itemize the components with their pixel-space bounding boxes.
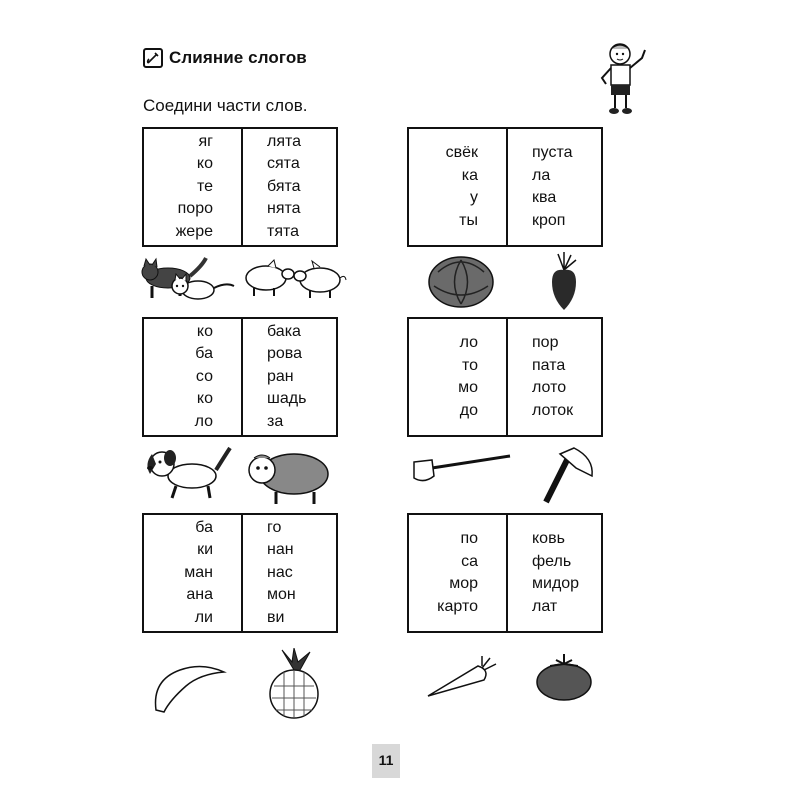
syllable: лоток xyxy=(532,401,574,419)
syllable: нан xyxy=(267,541,294,559)
tomato-icon xyxy=(534,652,594,702)
exercise-grid-4 xyxy=(407,317,603,437)
syllables-left xyxy=(409,129,508,245)
syllable: по xyxy=(460,530,478,547)
syllable: рова xyxy=(267,345,303,363)
syllable: фель xyxy=(532,552,572,570)
section-title: Слияние слогов xyxy=(169,48,307,67)
syllable: нята xyxy=(267,200,301,218)
syllable: до xyxy=(459,401,478,419)
syllables-right xyxy=(508,515,601,631)
cabbage-icon xyxy=(426,252,496,310)
page-number: 11 xyxy=(372,744,400,778)
carrot-icon xyxy=(424,656,500,702)
exercise-grid-1 xyxy=(142,127,338,247)
boy-waving-icon xyxy=(596,40,652,116)
syllable: го xyxy=(267,518,282,536)
syllable: ана xyxy=(186,586,213,604)
syllable: са xyxy=(461,552,478,570)
syllable: ран xyxy=(267,367,294,385)
syllable: лат xyxy=(532,597,558,615)
syllable: мон xyxy=(267,586,296,604)
syllables-left xyxy=(409,515,508,631)
syllable: лото xyxy=(532,379,567,396)
syllable: пор xyxy=(532,334,559,351)
syllable: ба xyxy=(195,518,213,536)
syllable: ква xyxy=(532,189,557,206)
sheep-icon xyxy=(240,446,332,506)
syllable: ковь xyxy=(532,530,565,547)
syllable: бака xyxy=(267,322,301,340)
syllable: пуста xyxy=(532,144,573,161)
syllable: ли xyxy=(194,608,213,626)
axe-icon xyxy=(538,446,598,506)
syllable: лята xyxy=(267,132,302,150)
syllable: яг xyxy=(198,132,213,150)
syllable: ба xyxy=(195,345,213,363)
syllable: ло xyxy=(194,412,213,430)
syllable: со xyxy=(195,367,213,385)
syllables-right xyxy=(243,129,336,245)
syllables-right xyxy=(508,129,601,245)
syllable: кроп xyxy=(532,211,566,229)
syllables-right xyxy=(243,319,336,435)
cat-and-kitten-icon xyxy=(140,256,238,306)
syllable: ка xyxy=(461,166,478,184)
syllable: ты xyxy=(459,211,478,229)
syllable: шадь xyxy=(267,390,307,408)
syllables-left xyxy=(144,319,243,435)
piglets-icon xyxy=(240,258,350,300)
syllable: ла xyxy=(532,166,551,184)
syllable: тята xyxy=(267,222,300,240)
syllable: у xyxy=(470,189,478,206)
instruction-text: Соедини части слов. xyxy=(143,96,308,115)
shovel-icon xyxy=(410,450,514,486)
syllable: пата xyxy=(532,356,566,374)
syllable: мо xyxy=(458,379,478,396)
syllable: ко xyxy=(196,155,213,173)
syllable: ко xyxy=(196,322,213,340)
syllable: мидор xyxy=(532,575,580,592)
syllable: ко xyxy=(196,390,213,408)
section-header xyxy=(143,48,307,68)
syllables-right xyxy=(508,319,601,435)
syllable: свёк xyxy=(445,144,478,161)
pencil-hand-icon xyxy=(143,48,163,68)
syllable: бята xyxy=(267,177,301,195)
syllables-left xyxy=(409,319,508,435)
syllable: жере xyxy=(175,222,213,240)
exercise-grid-3 xyxy=(142,317,338,437)
syllable: ви xyxy=(267,608,285,626)
beetroot-icon xyxy=(544,252,584,312)
syllable: ки xyxy=(197,541,213,559)
dog-icon xyxy=(142,444,234,502)
syllables-right xyxy=(243,515,336,631)
exercise-grid-6 xyxy=(407,513,603,633)
banana-icon xyxy=(150,660,230,716)
exercise-grid-2 xyxy=(407,127,603,247)
syllable: ло xyxy=(459,334,478,351)
syllables-left xyxy=(144,129,243,245)
syllable: поро xyxy=(177,200,213,218)
syllable: карто xyxy=(437,597,478,615)
syllable: сята xyxy=(267,155,300,173)
syllables-left xyxy=(144,515,243,631)
syllable: нас xyxy=(267,563,293,581)
syllable: те xyxy=(196,177,213,195)
pineapple-icon xyxy=(262,648,326,720)
exercise-grid-5 xyxy=(142,513,338,633)
syllable: мор xyxy=(449,575,478,592)
syllable: ман xyxy=(184,563,213,581)
syllable: то xyxy=(461,356,478,374)
syllable: за xyxy=(267,412,284,430)
